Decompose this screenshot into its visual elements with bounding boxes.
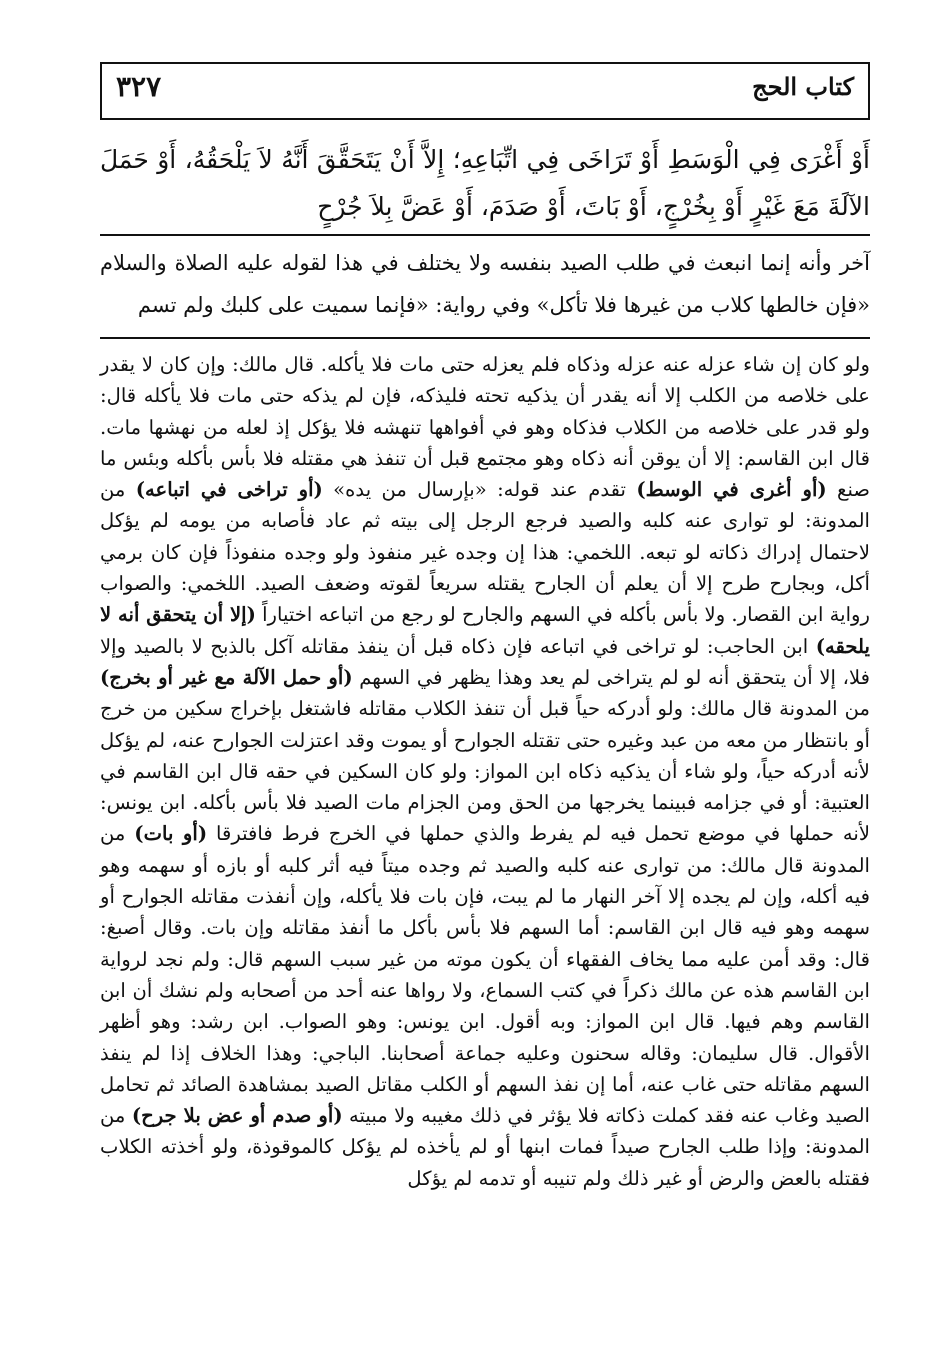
book-title: كتاب الحج — [752, 72, 854, 101]
matn-quote: (أو أغرى في الوسط) — [636, 478, 827, 502]
commentary-text: ابن الحاجب: لو تراخى في اتباعه فإن ذكاه قبل أن ينفذ مقاتله آكل بالذبح لا بالصيد وإلا فلا، إلا أن يتحقق أنه لو لم يتراخى لم يعد وهذا يظهر في السهم — [100, 634, 870, 689]
commentary-text: من المدونة قال مالك: ولو أدركه حياً قبل أن تنفذ الكلاب مقاتله فاشتغل بإخراج سكين من خرج أو بانتظار من معه من عبد وغيره حتى تقتله الجوارح أو يموت وقد اعتزلت الجوارح عنه، لم يؤكل لأنه أدركه حياً، ولو شاء أن يذكيه ذكاه ابن المواز: ولو كان السكين في حقه قال ابن القاسم في العتبية: أو في جزامه فبينما يخرجها من الحق ومن الجزام مات الصيد فلا بأس بأكله. ابن يونس: لأنه حملها في موضع تحمل فيه لم يفرط والذي حملها في الخرج فرط فافترقا — [100, 697, 870, 846]
commentary-text: من المدونة: لو توارى عنه كلبه والصيد فرجع الرجل إلى بيته ثم عاد فأصابه من يومه لم يؤكل لاحتمال إدراك ذكاته لو تبعه. اللخمي: هذا إن وجده غير منفوذ ولو وجده منفوذاً فإن كان برمي أكل، وبجارح طرح إلا أن يعلم أن الجارح يقتله سريعاً لقوته وضعف الصيد. اللخمي: والصواب رواية ابن القصار. ولا بأس بأكله في السهم والجارح لو رجع من اتباعه اختياراً — [100, 478, 870, 627]
matn-quote: (أو صدم أو عض بلا جرح) — [131, 1104, 343, 1128]
commentary-text: من المدونة قال مالك: من توارى عنه كلبه والصيد ثم وجده ميتاً فيه أثر كلبه أو بازه أو سهمه وهو فيه أكله، وإن لم يجده إلا آخر النهار ما لم يبت، فإن بات فلا يأكله، وإن أنفذت مقاتله الجوارح أو سهمه وهو فيه قال ابن القاسم: أما السهم فلا بأس بأكل ما أنفذ مقاتله وإن بات. وقال أصبغ: قال: وقد أمن عليه مما يخاف الفقهاء أن يكون موته من غير سبب السهم قال: ولم نجد لرواية ابن القاسم هذه عن مالك ذكراً في كتب السماع، ولا رواها عنه أحد من أصحابه ولم نشك أن ابن القاسم وهم فيها. قال ابن المواز: وبه أقول. ابن يونس: وهو الصواب. ابن رشد: وهو أظهر الأقوال. قال سليمان: وقاله سحنون وعليه جماعة أصحابنا. الباجي: وهذا الخلاف إذا لم ينفذ السهم مقاتله حتى غاب عنه، أما إن نفذ السهم أو الكلب مقاتل الصيد بمشاهدة الصائد ثم تحامل الصيد وغاب عنه فقد كملت ذكاته فلا يؤثر في ذلك مغيبه ولا مبيته — [100, 822, 870, 1128]
matn-text: أَوْ أَغْرَى فِي الْوَسَطِ أَوْ تَرَاخَى فِي اتِّبَاعِهِ؛ إِلاَّ أَنْ يَتَحَقَّقَ أَنَّهُ لاَ يَلْحَقُهُ، أَوْ حَمَلَ الآلَةَ مَعَ غَيْرٍ أَوْ بِخُرْجٍ، أَوْ بَاتَ، أَوْ صَدَمَ، أَوْ عَضَّ بِلاَ جُرْحٍ — [100, 145, 870, 221]
commentary-text: من المدونة: وإذا طلب الجارح صيداً فمات ابنها أو لم يأخذه لم يؤكل كالموقوذة، ولو أخذته الكلاب فقتله بالعض والرض أو غير ذلك ولم تنيبه أو تدمه لم يؤكل — [100, 1104, 870, 1190]
page-header — [100, 62, 870, 120]
matn-quote: (أو حمل الآلة مع غير أو بخرج) — [100, 665, 353, 689]
commentary-top: آخر وأنه إنما انبعث في طلب الصيد بنفسه ولا يختلف في هذا لقوله عليه الصلاة والسلام «فإن خالطها كلاب من غيرها فلا تأكل» وفي رواية: «فإنما سميت على كلبك ولم تسم — [100, 251, 870, 317]
commentary-main — [100, 349, 870, 1194]
page-number: ٣٢٧ — [116, 70, 162, 103]
matn-quote: (أو بات) — [134, 822, 208, 846]
commentary-text: تقدم عند قوله: «بإرسال من يده» — [322, 478, 637, 502]
matn-quote: (إلا أن يتحقق أنه لا يلحقه) — [100, 603, 870, 658]
divider-rule — [100, 234, 870, 236]
divider-rule — [100, 337, 870, 339]
matn-quote: (أو تراخى في اتباعه) — [135, 478, 323, 502]
book-page — [100, 62, 872, 1352]
commentary-text: ولو كان إن شاء عزله عنه عزله وذكاه فلم يعزله حتى مات فلا يأكله. قال مالك: وإن كان لا يقدر على خلاصه من الكلب إلا أنه يقدر أن يذكيه تحته فليذكه، فإن لم يذكه حتى مات فلا يأكله قال: ولو قدر على خلاصه من الكلاب فذكاه وهو في أفواهها تنهشه فلا يؤكل إذ لعله من نهشها مات. قال ابن القاسم: إلا أن يوقن أنه ذكاه وهو مجتمع قبل أن تنفذ هي مقتله فلا بأس بأكله وبئس ما صنع — [100, 353, 871, 502]
